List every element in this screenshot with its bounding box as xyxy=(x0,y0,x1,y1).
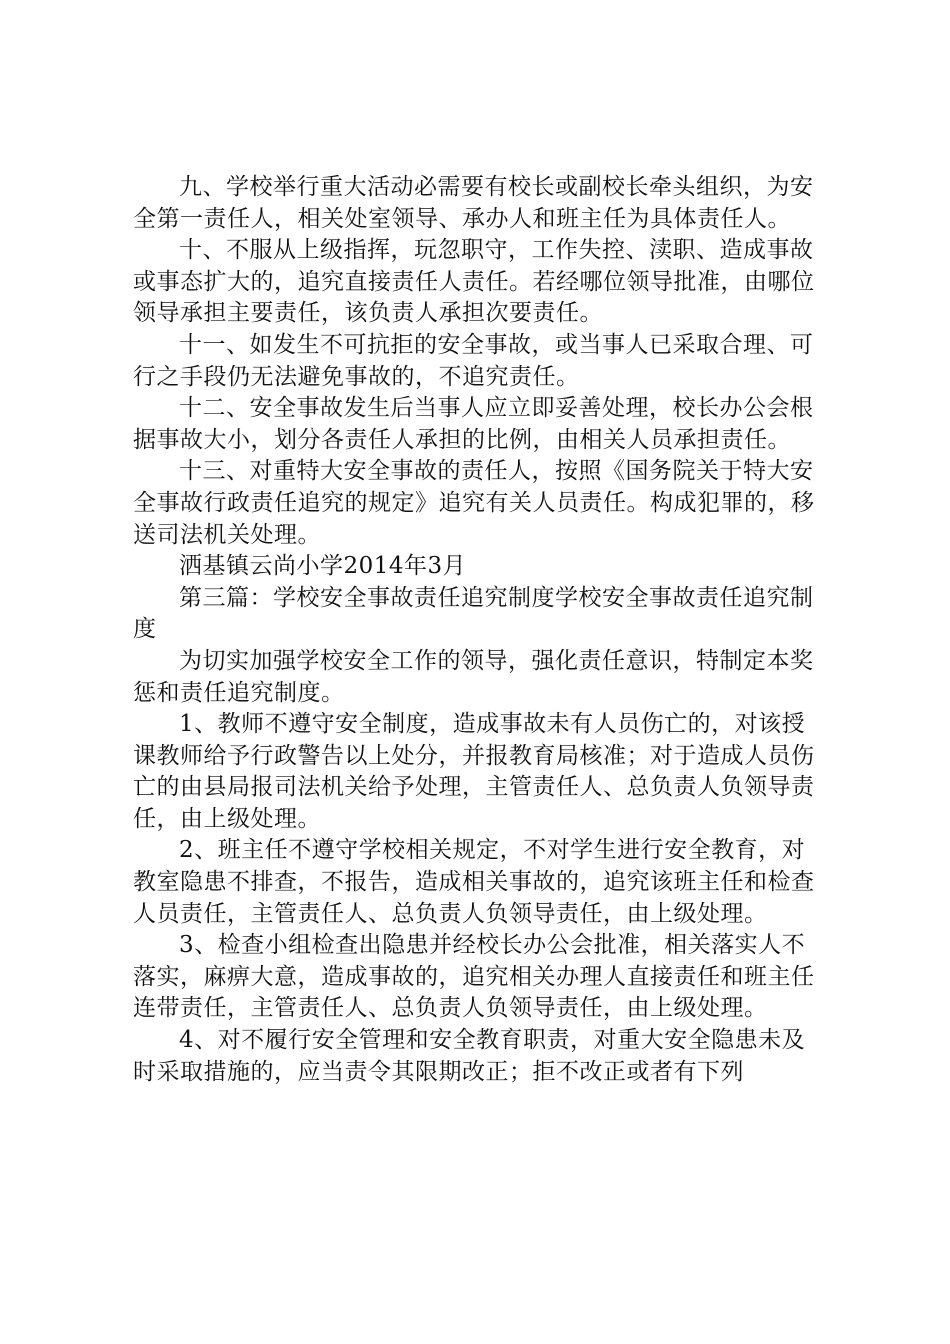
section-heading: 第三篇：学校安全事故责任追究制度学校安全事故责任追究制度 xyxy=(133,584,814,643)
paragraph-12: 十二、安全事故发生后当事人应立即妥善处理，校长办公会根据事故大小，划分各责任人承担的比例，由相关人员承担责任。 xyxy=(133,395,814,453)
rule-2: 2、班主任不遵守学校相关规定，不对学生进行安全教育，对教室隐患不排查，不报告，造成相关事故的，追究该班主任和检查人员责任，主管责任人、总负责人负领导责任，由上级处理。 xyxy=(133,837,815,927)
paragraph-13: 十三、对重特大安全事故的责任人，按照《国务院关于特大安全事故行政责任追究的规定》追究有关人员责任。构成犯罪的，移送司法机关处理。 xyxy=(133,458,815,548)
document-body xyxy=(133,172,823,1088)
rule-1: 1、教师不遵守安全制度，造成事故未有人员伤亡的，对该授课教师给予行政警告以上处分，并报教育局核准；对于造成人员伤亡的由县局报司法机关给予处理，主管责任人、总负责人负领导责任，由上级处理。 xyxy=(133,711,815,832)
intro-paragraph: 为切实加强学校安全工作的领导，强化责任意识，特制定本奖惩和责任追究制度。 xyxy=(133,647,814,706)
paragraph-9: 九、学校举行重大活动必需要有校长或副校长牵头组织，为安全第一责任人，相关处室领导、承办人和班主任为具体责任人。 xyxy=(133,174,814,232)
paragraph-10: 十、不服从上级指挥，玩忽职守，工作失控、渎职、造成事故或事态扩大的，追究直接责任人责任。若经哪位领导批准，由哪位领导承担主要责任，该负责人承担次要责任。 xyxy=(133,237,815,327)
signature-line: 洒基镇云尚小学2014年3月 xyxy=(179,553,467,580)
paragraph-11: 十一、如发生不可抗拒的安全事故，或当事人已采取合理、可行之手段仍无法避免事故的，不追究责任。 xyxy=(133,331,814,390)
rule-4: 4、对不履行安全管理和安全教育职责，对重大安全隐患未及时采取措施的，应当责令其限期改正；拒不改正或者有下列 xyxy=(133,1027,806,1085)
rule-3: 3、检查小组检查出隐患并经校长办公会批准，相关落实人不落实，麻痹大意，造成事故的，追究相关办理人直接责任和班主任连带责任，主管责任人、总负责人负领导责任，由上级处理。 xyxy=(133,932,815,1022)
